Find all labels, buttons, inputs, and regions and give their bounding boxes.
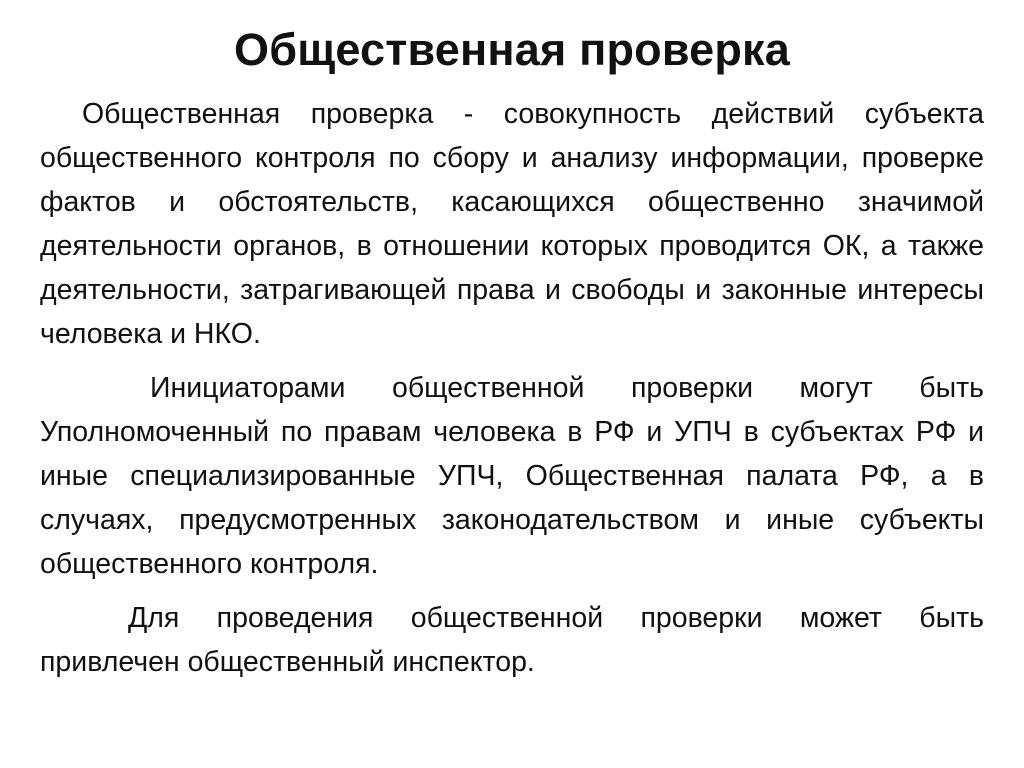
paragraph-inspector: Для проведения общественной проверки может быть привлечен общественный инспектор.: [40, 602, 984, 678]
paragraph-initiators: Инициаторами общественной проверки могут быть Уполномоченный по правам человека в РФ и УПЧ в субъектах РФ и иные специализированные УПЧ, Общественная палата РФ, а в случаях, предусмотренных законодательством и иные субъекты общественного контроля.: [40, 372, 984, 580]
slide-title: Общественная проверка: [234, 24, 790, 75]
slide-body: [40, 92, 984, 694]
paragraph-definition: Общественная проверка - совокупность действий субъекта общественного контроля по сбору и анализу информации, проверке фактов и обстоятельств, касающихся общественно значимой деятельности органов, в отношении которых проводится ОК, а также деятельности, затрагивающей права и свободы и законные интересы человека и НКО.: [40, 98, 984, 350]
